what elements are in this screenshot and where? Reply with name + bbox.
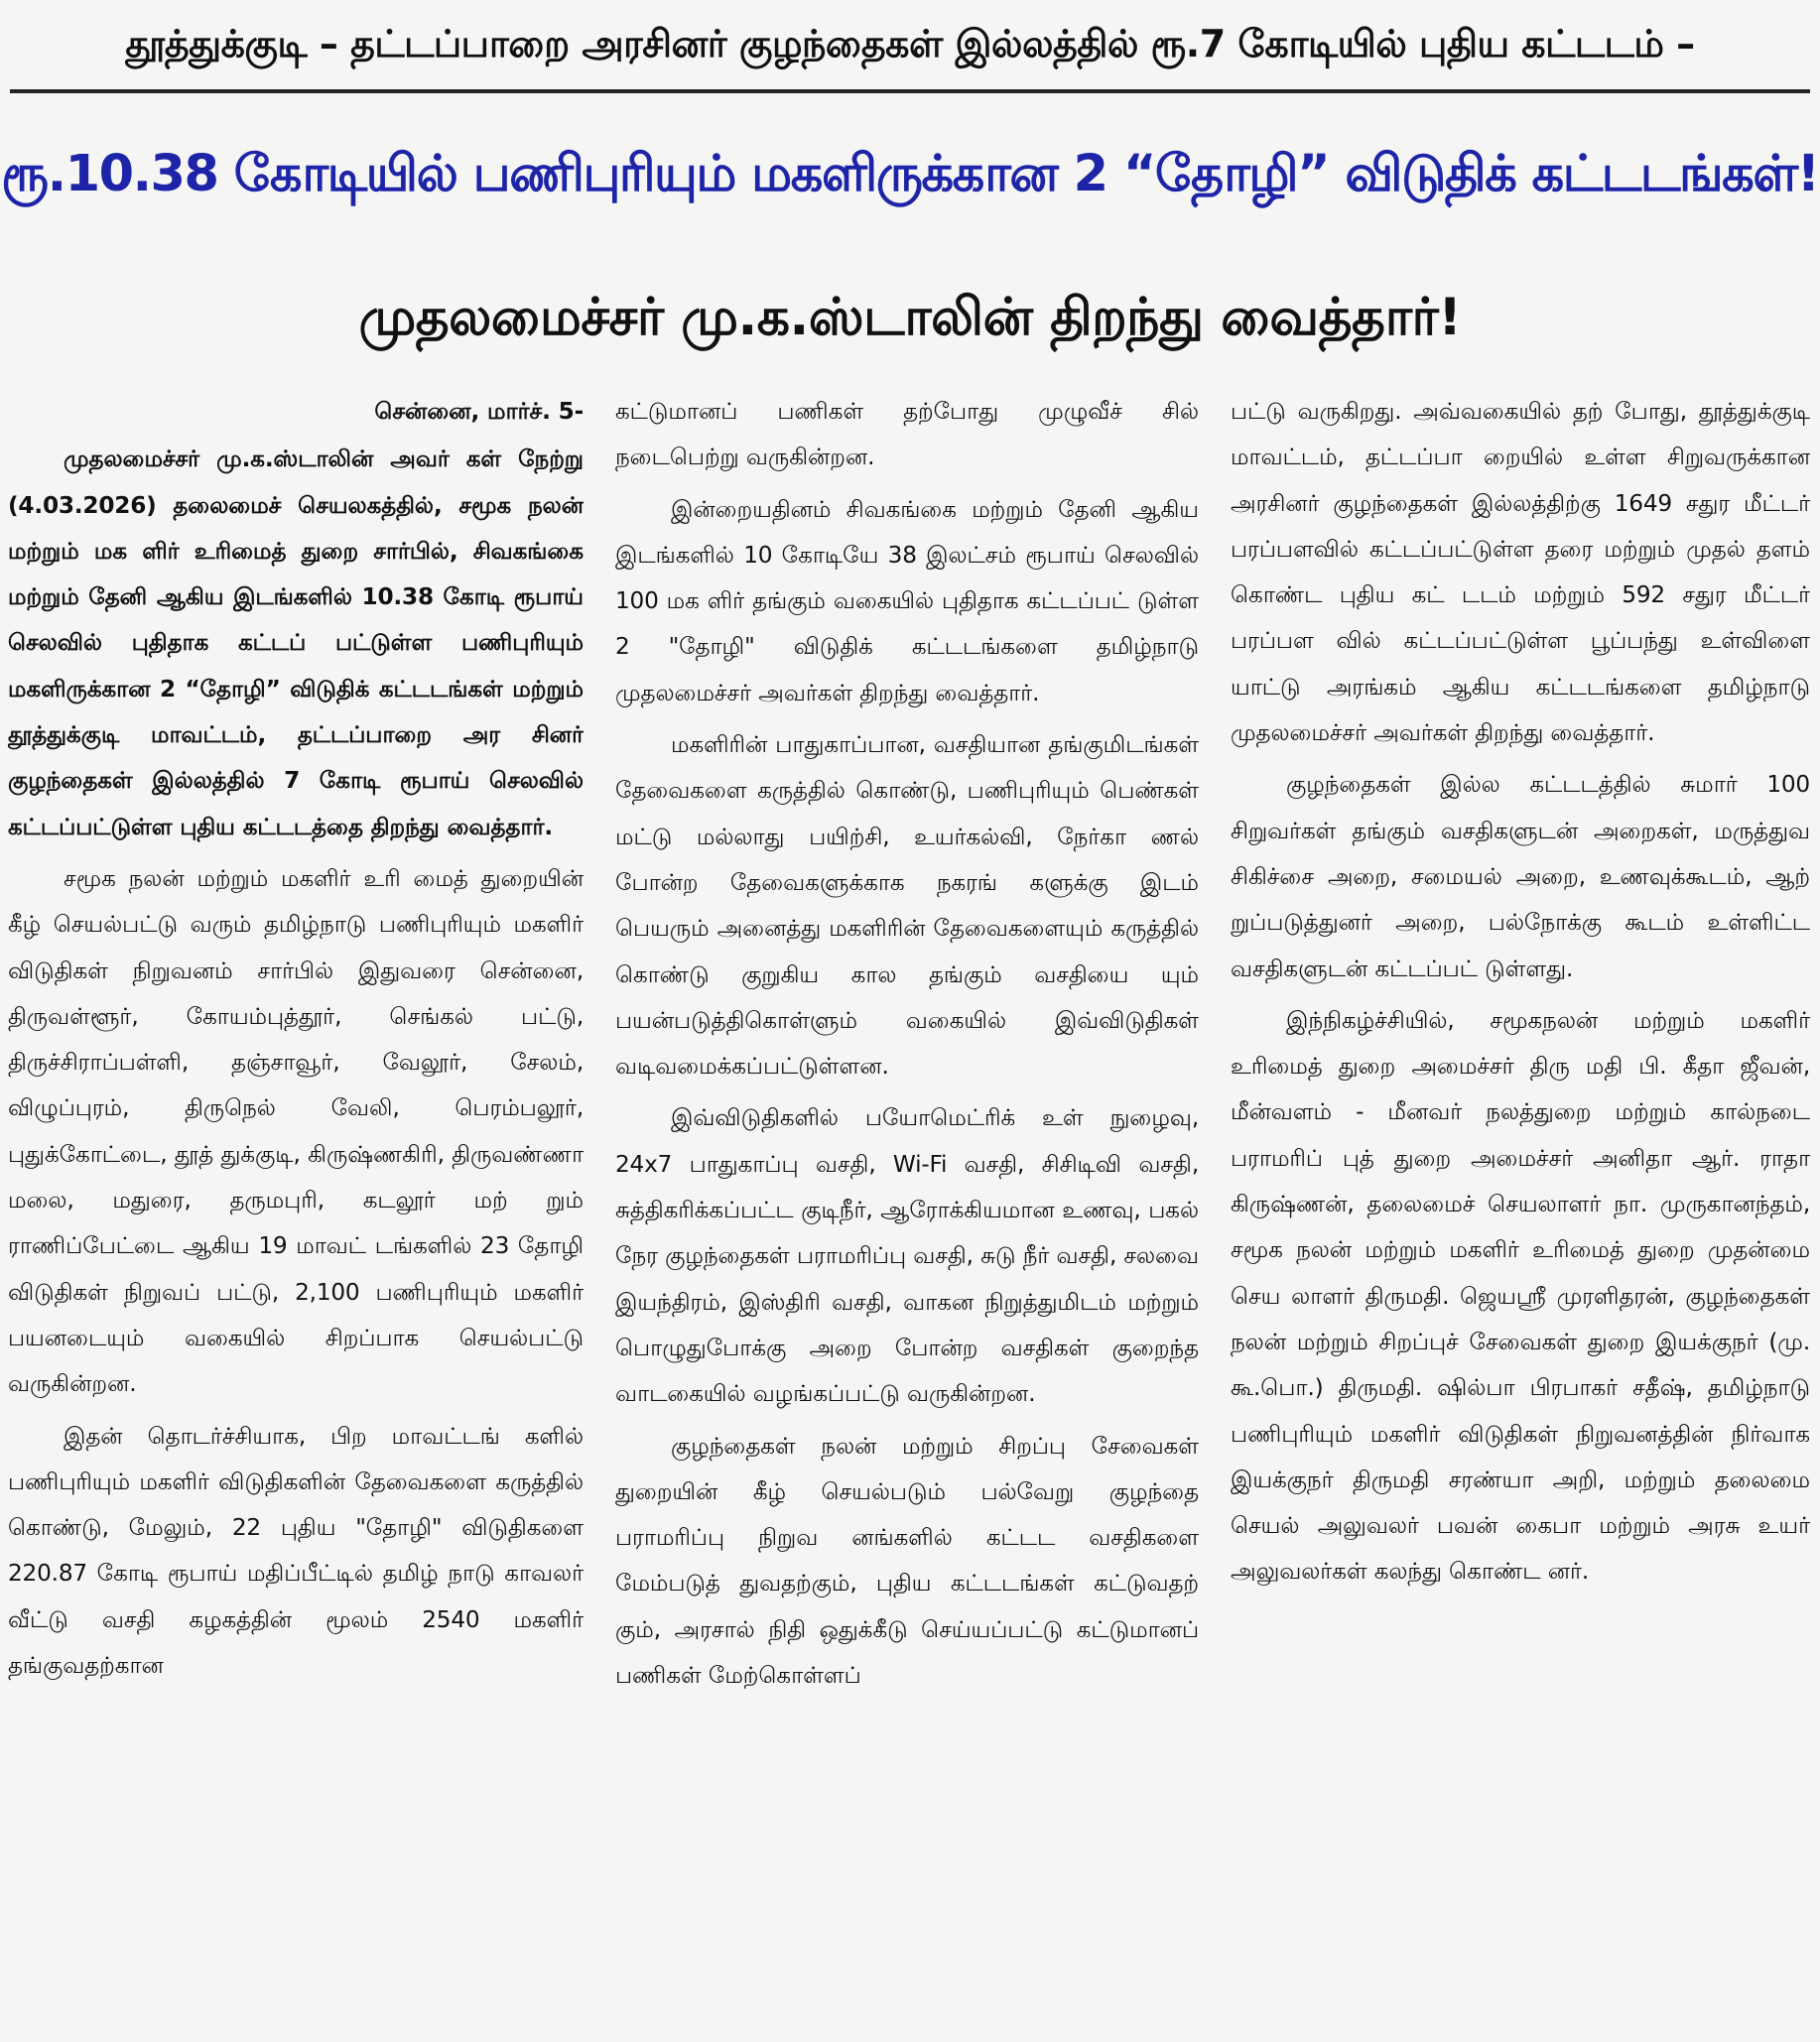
article-paragraph: குழந்தைகள் நலன் மற்றும் சிறப்பு சேவைகள் துறையின் கீழ் செயல்படும் பல்வேறு குழந்தை பராமரிப்பு நிறுவ னங்களில் கட்டட வசதிகளை மேம்படுத் துவதற்கும், புதிய கட்டடங்கள் கட்டுவதற் கும், அரசால் நிதி ஒதுக்கீடு செய்யப்பட்டு கட்டுமானப் பணிகள் மேற்கொள்ளப்	[615, 1432, 1199, 1690]
article-paragraph: இந்நிகழ்ச்சியில், சமூகநலன் மற்றும் மகளிர் உரிமைத் துறை அமைச்சர் திரு மதி பி. கீதா ஜீவன், மீன்வளம் - மீனவர் நலத்துறை மற்றும் கால்நடை பராமரிப் புத் துறை அமைச்சர் அனிதா ஆர். ராதா கிருஷ்ணன், தலைமைச் செயலாளர் நா. முருகானந்தம், சமூக நலன் மற்றும் மகளிர் உரிமைத் துறை முதன்மை செய லாளர் திருமதி. ஜெயஸ்ரீ முரளிதரன், குழந்தைகள் நலன் மற்றும் சிறப்புச் சேவைகள் துறை இயக்குநர் (மு. கூ.பொ.) திருமதி. ஷில்பா பிரபாகர் சதீஷ், தமிழ்நாடு பணிபுரியும் மகளிர் விடுதிகள் நிறுவனத்தின் நிர்வாக இயக்குநர் திருமதி சரண்யா அறி, மற்றும் தலைமை செயல் அலுவலர் பவன் கைபா மற்றும் அரசு உயர் அலுவலர்கள் கலந்து கொண்ட னர்.	[1231, 1006, 1810, 1586]
headline-divider	[10, 89, 1810, 93]
lead-paragraph: முதலமைச்சர் மு.க.ஸ்டாலின் அவர் கள் நேற்று (4.03.2026) தலைமைச் செயலகத்தில், சமூக நலன் மற்றும் மக ளிர் உரிமைத் துறை சார்பில், சிவகங்கை மற்றும் தேனி ஆகிய இடங்களில் 10.38 கோடி ரூபாய் செலவில் புதிதாக கட்டப் பட்டுள்ள பணிபுரியும் மகளிருக்கான 2 “தோழி” விடுதிக் கட்டடங்கள் மற்றும் தூத்துக்குடி மாவட்டம், தட்டப்பாறை அர சினர் குழந்தைகள் இல்லத்தில் 7 கோடி ரூபாய் செலவில் கட்டப்பட்டுள்ள புதிய கட்டடத்தை திறந்து வைத்தார்.	[8, 446, 584, 840]
article-paragraph: மகளிரின் பாதுகாப்பான, வசதியான தங்குமிடங்கள் தேவைகளை கருத்தில் கொண்டு, பணிபுரியும் பெண்கள் மட்டு மல்லாது பயிற்சி, உயர்கல்வி, நேர்கா ணல் போன்ற தேவைகளுக்காக நகரங் களுக்கு இடம் பெயரும் அனைத்து மகளிரின் தேவைகளையும் கருத்தில் கொண்டு குறுகிய கால தங்கும் வசதியை யும் பயன்படுத்திகொள்ளும் வகையில் இவ்விடுதிகள் வடிவமைக்கப்பட்டுள்ளன.	[615, 731, 1199, 1081]
sub-headline: முதலமைச்சர் மு.க.ஸ்டாலின் திறந்து வைத்தார்!	[358, 288, 1462, 347]
article-paragraph: இன்றையதினம் சிவகங்கை மற்றும் தேனி ஆகிய இடங்களில் 10 கோடியே 38 இலட்சம் ரூபாய் செலவில் 100 மக ளிர் தங்கும் வகையில் புதிதாக கட்டப்பட் டுள்ள 2 "தோழி" விடுதிக் கட்டடங்களை தமிழ்நாடு முதலமைச்சர் அவர்கள் திறந்து வைத்தார்.	[615, 495, 1199, 706]
article-paragraph: குழந்தைகள் இல்ல கட்டடத்தில் சுமார் 100 சிறுவர்கள் தங்கும் வசதிகளுடன் அறைகள், மருத்துவ சிகிச்சை அறை, சமையல் அறை, உணவுக்கூடம், ஆற் றுப்படுத்துனர் அறை, பல்நோக்கு கூடம் உள்ளிட்ட வசதிகளுடன் கட்டப்பட் டுள்ளது.	[1231, 771, 1810, 982]
dateline: சென்னை, மார்ச். 5-	[374, 398, 584, 425]
article-paragraph: இவ்விடுதிகளில் பயோமெட்ரிக் உள் நுழைவு, 24x7 பாதுகாப்பு வசதி, Wi-Fi வசதி, சிசிடிவி வசதி, சுத்திகரிக்கப்பட்ட குடிநீர், ஆரோக்கியமான உணவு, பகல் நேர குழந்தைகள் பராமரிப்பு வசதி, சுடு நீர் வசதி, சலவை இயந்திரம், இஸ்திரி வசதி, வாகன நிறுத்துமிடம் மற்றும் பொழுதுபோக்கு அறை போன்ற வசதிகள் குறைந்த வாடகையில் வழங்கப்பட்டு வருகின்றன.	[615, 1104, 1199, 1408]
article-paragraph: இதன் தொடர்ச்சியாக, பிற மாவட்டங் களில் பணிபுரியும் மகளிர் விடுதிகளின் தேவைகளை கருத்தில் கொண்டு, மேலும், 22 புதிய "தோழி" விடுதிகளை 220.87 கோடி ரூபாய் மதிப்பீட்டில் தமிழ் நாடு காவலர் வீட்டு வசதி கழகத்தின் மூலம் 2540 மகளிர் தங்குவதற்கான	[8, 1422, 584, 1680]
article-column-2	[615, 389, 1199, 2036]
top-headline: தூத்துக்குடி – தட்டப்பாறை அரசினர் குழந்தைகள் இல்லத்தில் ரூ.7 கோடியில் புதிய கட்டடம் –	[125, 22, 1695, 65]
article-paragraph: பட்டு வருகிறது. அவ்வகையில் தற் போது, தூத்துக்குடி மாவட்டம், தட்டப்பா றையில் உள்ள சிறுவருக்கான அரசினர் குழந்தைகள் இல்லத்திற்கு 1649 சதுர மீட்டர் பரப்பளவில் கட்டப்பட்டுள்ள தரை மற்றும் முதல் தளம் கொண்ட புதிய கட் டடம் மற்றும் 592 சதுர மீட்டர் பரப்பள வில் கட்டப்பட்டுள்ள பூப்பந்து உள்விளை யாட்டு அரங்கம் ஆகிய கட்டடங்களை தமிழ்நாடு முதலமைச்சர் அவர்கள் திறந்து வைத்தார்.	[1231, 398, 1810, 747]
main-headline: ரூ.10.38 கோடியில் பணிபுரியும் மகளிருக்கான 2 “தோழி” விடுதிக் கட்டடங்கள்!	[1, 145, 1819, 203]
article-paragraph: கட்டுமானப் பணிகள் தற்போது முழுவீச் சில் நடைபெற்று வருகின்றன.	[615, 398, 1199, 471]
article-paragraph: சமூக நலன் மற்றும் மகளிர் உரி மைத் துறையின் கீழ் செயல்பட்டு வரும் தமிழ்நாடு பணிபுரியும் மகளிர் விடுதிகள் நிறுவனம் சார்பில் இதுவரை சென்னை, திருவள்ளூர், கோயம்புத்தூர், செங்கல் பட்டு, திருச்சிராப்பள்ளி, தஞ்சாவூர், வேலூர், சேலம், விழுப்புரம், திருநெல் வேலி, பெரம்பலூர், புதுக்கோட்டை, தூத் துக்குடி, கிருஷ்ணகிரி, திருவண்ணா மலை, மதுரை, தருமபுரி, கடலூர் மற் றும் ராணிப்பேட்டை ஆகிய 19 மாவட் டங்களில் 23 தோழி விடுதிகள் நிறுவப் பட்டு, 2,100 பணிபுரியும் மகளிர் பயனடையும் வகையில் சிறப்பாக செயல்பட்டு வருகின்றன.	[8, 864, 584, 1398]
article-column-3	[1231, 389, 1810, 2036]
article-column-1	[8, 389, 584, 2036]
